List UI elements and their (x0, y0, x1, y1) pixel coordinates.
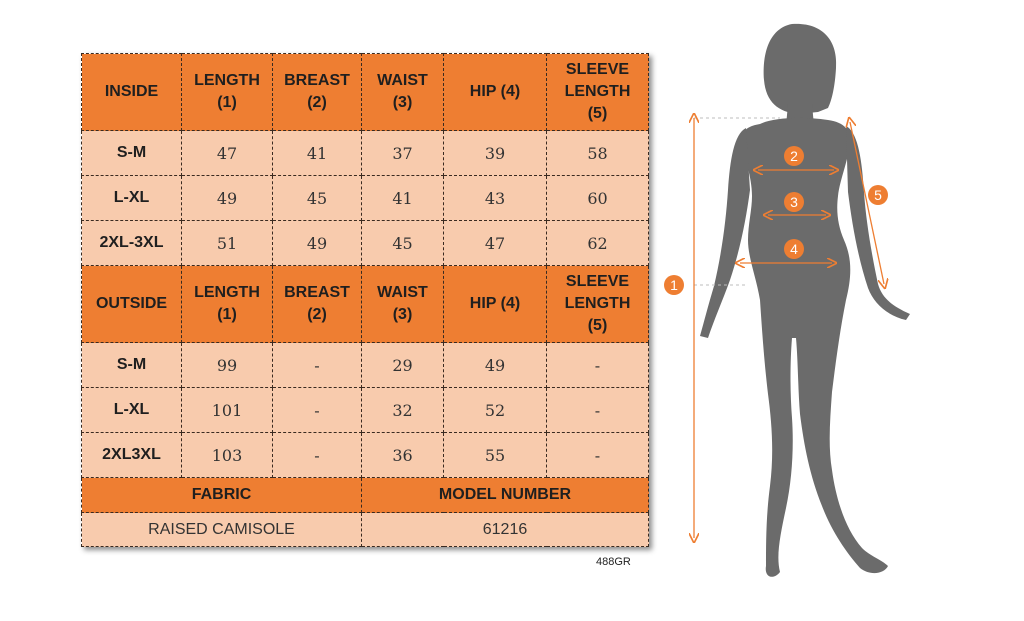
value-cell: 62 (547, 221, 649, 266)
value-cell: 45 (273, 176, 362, 221)
value-cell: 103 (182, 433, 273, 478)
value-cell: 47 (182, 131, 273, 176)
model-number-value: 61216 (362, 513, 649, 547)
size-cell: L-XL (82, 388, 182, 433)
marker-3 (784, 192, 804, 212)
value-cell: - (547, 388, 649, 433)
header-cell-waist: WAIST (3) (362, 266, 444, 343)
value-cell: 49 (182, 176, 273, 221)
value-cell: 45 (362, 221, 444, 266)
fabric-value: RAISED CAMISOLE (82, 513, 362, 547)
header-cell-section: OUTSIDE (82, 266, 182, 343)
size-cell: S-M (82, 343, 182, 388)
value-cell: - (547, 343, 649, 388)
header-cell-breast: BREAST (2) (273, 54, 362, 131)
header-cell-breast: BREAST (2) (273, 266, 362, 343)
woman-silhouette (700, 24, 910, 577)
value-cell: 47 (444, 221, 547, 266)
value-cell: 49 (444, 343, 547, 388)
header-cell-length: LENGTH (1) (182, 54, 273, 131)
value-cell: 41 (273, 131, 362, 176)
value-cell: 32 (362, 388, 444, 433)
header-cell-section: INSIDE (82, 54, 182, 131)
value-cell: 58 (547, 131, 649, 176)
svg-text:1: 1 (670, 277, 678, 293)
value-cell: 37 (362, 131, 444, 176)
marker-1 (664, 275, 684, 295)
value-cell: - (547, 433, 649, 478)
value-cell: 29 (362, 343, 444, 388)
value-cell: - (273, 433, 362, 478)
header-cell-length: LENGTH (1) (182, 266, 273, 343)
value-cell: 43 (444, 176, 547, 221)
value-cell: 36 (362, 433, 444, 478)
header-cell-hip: HIP (4) (444, 266, 547, 343)
model-number-label: MODEL NUMBER (362, 478, 649, 513)
header-cell-hip: HIP (4) (444, 54, 547, 131)
header-cell-waist: WAIST (3) (362, 54, 444, 131)
value-cell: 41 (362, 176, 444, 221)
value-cell: 52 (444, 388, 547, 433)
size-cell: 2XL-3XL (82, 221, 182, 266)
value-cell: - (273, 388, 362, 433)
size-cell: S-M (82, 131, 182, 176)
value-cell: 55 (444, 433, 547, 478)
svg-text:5: 5 (874, 187, 882, 203)
marker-4 (784, 239, 804, 259)
svg-text:4: 4 (790, 241, 798, 257)
value-cell: 60 (547, 176, 649, 221)
value-cell: 101 (182, 388, 273, 433)
product-code: 488GR (596, 556, 631, 568)
value-cell: 49 (273, 221, 362, 266)
value-cell: 51 (182, 221, 273, 266)
svg-text:3: 3 (790, 194, 798, 210)
header-cell-sleeve-length: SLEEVE LENGTH (5) (547, 54, 649, 131)
size-cell: L-XL (82, 176, 182, 221)
marker-5 (868, 185, 888, 205)
value-cell: 39 (444, 131, 547, 176)
marker-2 (784, 146, 804, 166)
value-cell: - (273, 343, 362, 388)
svg-text:2: 2 (790, 148, 798, 164)
value-cell: 99 (182, 343, 273, 388)
size-cell: 2XL3XL (82, 433, 182, 478)
header-cell-sleeve-length: SLEEVE LENGTH (5) (547, 266, 649, 343)
fabric-label: FABRIC (82, 478, 362, 513)
